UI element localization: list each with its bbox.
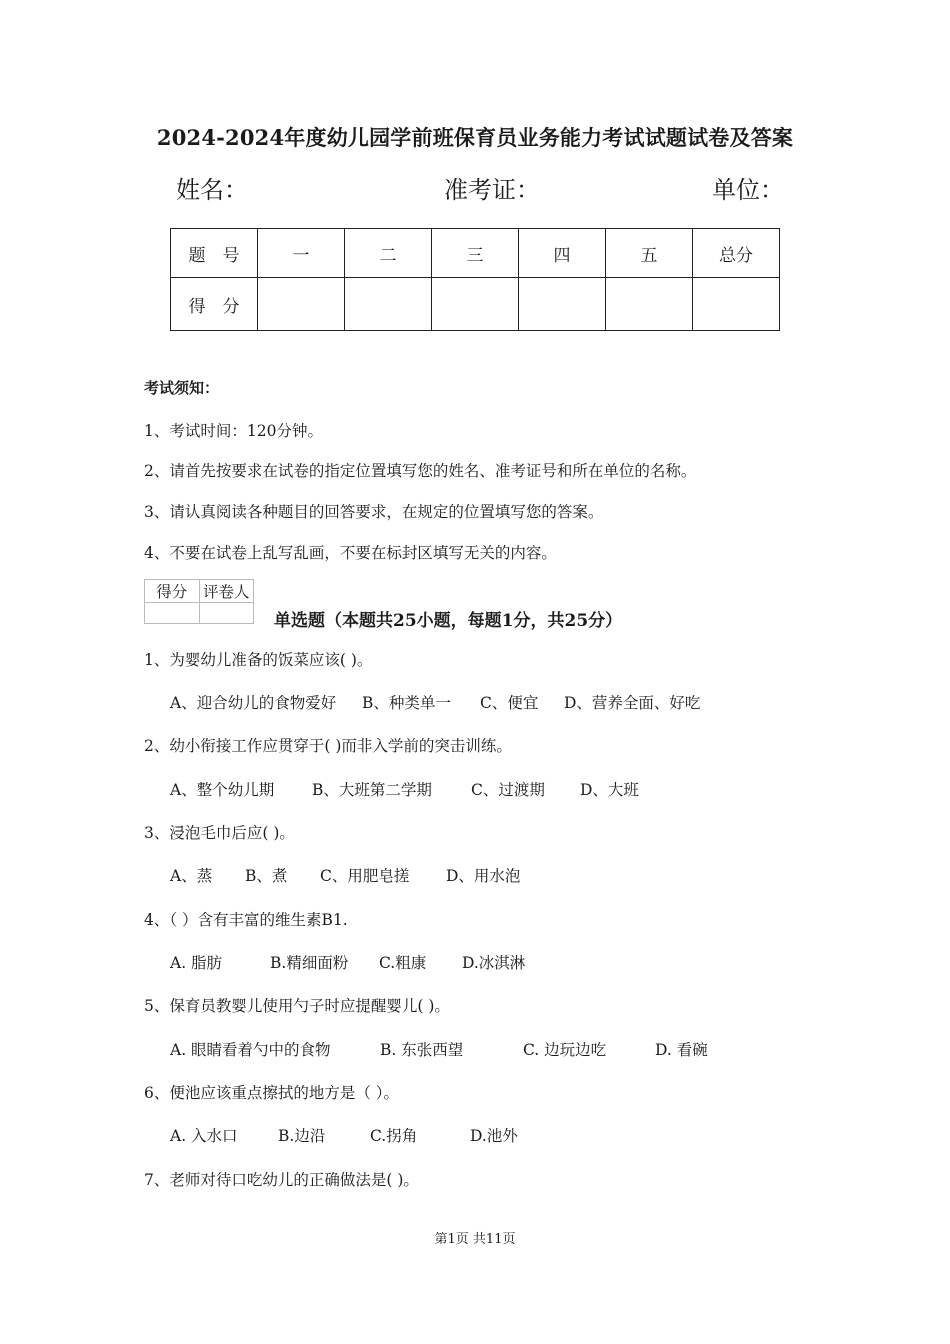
score-table-header-cell: 三: [432, 229, 519, 278]
name-field-label: 姓名：: [176, 176, 248, 204]
question-option: A、蒸: [170, 867, 213, 885]
notice-item: 3、请认真阅读各种题目的回答要求，在规定的位置填写您的答案。: [144, 503, 604, 521]
question-option: A. 入水口: [170, 1127, 238, 1145]
grader-box-score-label: 得分: [145, 580, 200, 603]
score-table: [170, 228, 780, 331]
question-option: C、便宜: [480, 694, 539, 712]
section-title: 单选题（本题共25小题，每题1分，共25分）: [274, 611, 623, 631]
score-cell[interactable]: [432, 278, 519, 331]
question-option: B.精细面粉: [270, 954, 349, 972]
question-option: A. 眼睛看着勺中的食物: [170, 1041, 331, 1059]
exam-number-field-label: 准考证：: [444, 176, 540, 204]
question-text: 4、（ ）含有丰富的维生素B1.: [144, 911, 348, 929]
question-option: B、种类单一: [362, 694, 451, 712]
question-option: C. 边玩边吃: [523, 1041, 607, 1059]
question-text: 2、幼小衔接工作应贯穿于( )而非入学前的突击训练。: [144, 737, 512, 755]
question-text: 5、保育员教婴儿使用勺子时应提醒婴儿( )。: [144, 997, 450, 1015]
question-option: B、煮: [245, 867, 288, 885]
page-footer: 第1页 共11页: [434, 1232, 516, 1247]
question-option: B、大班第二学期: [312, 781, 432, 799]
score-table-header-cell: 二: [345, 229, 432, 278]
score-table-header-cell: 四: [519, 229, 606, 278]
notice-item: 1、考试时间：120分钟。: [144, 422, 323, 440]
question-option: D、营养全面、好吃: [564, 694, 701, 712]
grader-box-grader-cell[interactable]: [199, 603, 254, 624]
question-option: D.冰淇淋: [462, 954, 526, 972]
question-option: C、用肥皂搓: [320, 867, 410, 885]
grader-box: [144, 579, 254, 624]
question-option: C.拐角: [370, 1127, 418, 1145]
question-option: A、迎合幼儿的食物爱好: [170, 694, 337, 712]
score-table-score-row: [171, 278, 780, 331]
score-cell[interactable]: [693, 278, 780, 331]
question-text: 1、为婴幼儿准备的饭菜应该( )。: [144, 651, 373, 669]
score-table-header-cell: 题 号: [171, 229, 258, 278]
score-table-header-cell: 一: [258, 229, 345, 278]
score-table-header-row: [171, 229, 780, 278]
question-option: C、过渡期: [471, 781, 545, 799]
notice-item: 4、不要在试卷上乱写乱画，不要在标封区填写无关的内容。: [144, 544, 557, 562]
question-option: A、整个幼儿期: [170, 781, 275, 799]
question-option: C.粗康: [379, 954, 427, 972]
question-text: 7、老师对待口吃幼儿的正确做法是( )。: [144, 1171, 419, 1189]
question-option: D、用水泡: [446, 867, 521, 885]
grader-box-grader-label: 评卷人: [199, 580, 254, 603]
notice-heading: 考试须知：: [144, 379, 220, 397]
score-cell[interactable]: [519, 278, 606, 331]
score-row-label: 得 分: [171, 278, 258, 331]
document-title: 2024-2024年度幼儿园学前班保育员业务能力考试试题试卷及答案: [156, 125, 794, 150]
score-cell[interactable]: [258, 278, 345, 331]
question-text: 3、浸泡毛巾后应( )。: [144, 824, 295, 842]
score-table-header-cell: 五: [606, 229, 693, 278]
question-text: 6、便池应该重点擦拭的地方是（ ）。: [144, 1084, 400, 1102]
grader-box-score-cell[interactable]: [145, 603, 200, 624]
question-option: D.池外: [470, 1127, 518, 1145]
score-cell[interactable]: [345, 278, 432, 331]
question-option: D、大班: [580, 781, 639, 799]
score-table-header-cell: 总分: [693, 229, 780, 278]
question-option: B. 东张西望: [380, 1041, 464, 1059]
unit-field-label: 单位：: [712, 176, 784, 204]
question-option: A. 脂肪: [170, 954, 223, 972]
score-cell[interactable]: [606, 278, 693, 331]
question-option: B.边沿: [278, 1127, 326, 1145]
question-option: D. 看碗: [655, 1041, 708, 1059]
notice-item: 2、请首先按要求在试卷的指定位置填写您的姓名、准考证号和所在单位的名称。: [144, 462, 697, 480]
